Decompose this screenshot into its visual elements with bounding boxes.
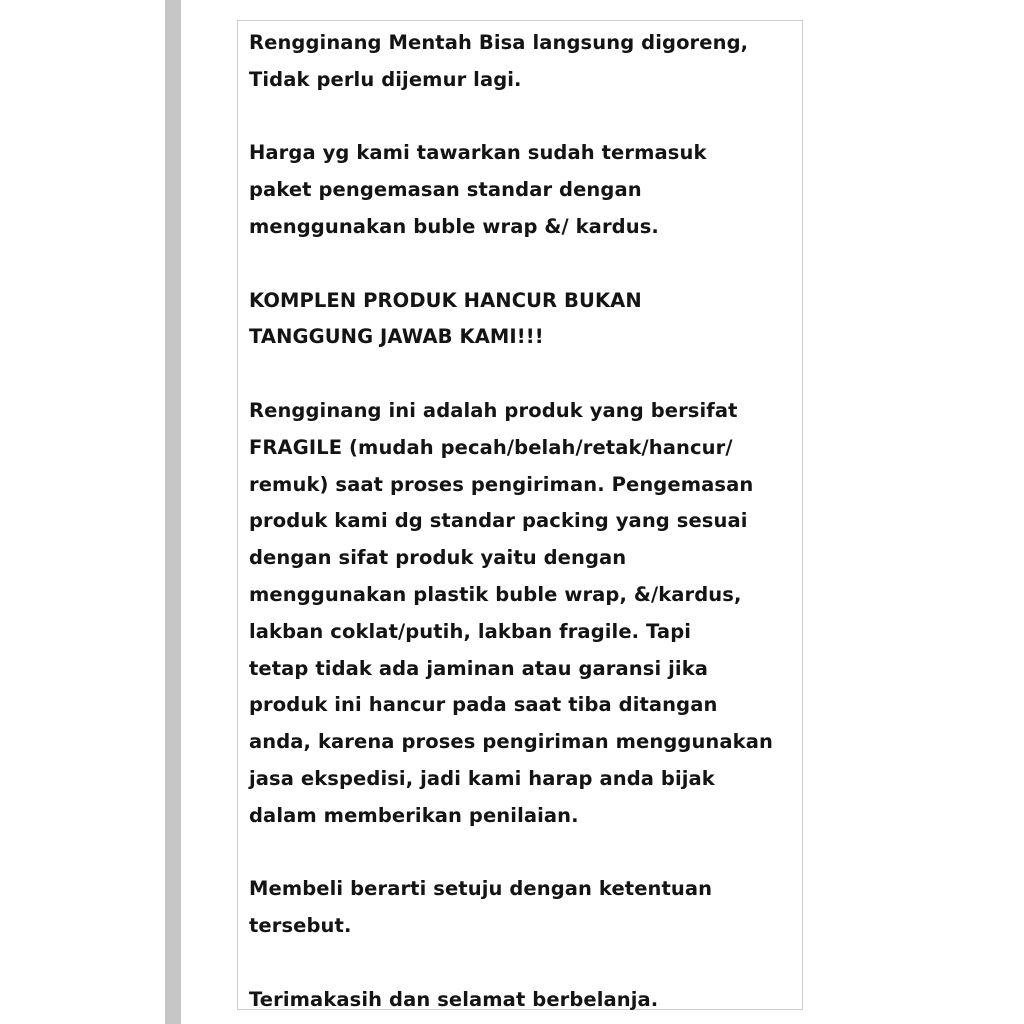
paragraph-gap	[249, 356, 797, 393]
paragraph-gap	[249, 945, 797, 982]
notice-line: jasa ekspedisi, jadi kami harap anda bijak	[249, 766, 715, 790]
notice-line: tersebut.	[249, 914, 352, 938]
notice-closing-line: Terimakasih dan selamat berbelanja.	[249, 987, 659, 1011]
notice-line: Harga yg kami tawarkan sudah termasuk	[249, 141, 707, 165]
notice-line: Rengginang ini adalah produk yang bersifat	[249, 398, 738, 422]
notice-line: FRAGILE (mudah pecah/belah/retak/hancur/	[249, 435, 733, 459]
notice-warning-line: TANGGUNG JAWAB KAMI!!!	[249, 325, 544, 349]
notice-line: produk kami dg standar packing yang sesuai	[249, 509, 748, 533]
notice-line: Rengginang Mentah Bisa langsung digoreng,	[249, 31, 749, 54]
paragraph-gap	[249, 246, 797, 283]
notice-line: lakban coklat/putih, lakban fragile. Tapi	[249, 619, 692, 643]
paragraph-gap	[249, 835, 797, 872]
notice-line: menggunakan buble wrap &/ kardus.	[249, 214, 659, 238]
notice-line: anda, karena proses pengiriman menggunakan	[249, 730, 773, 754]
notice-line: menggunakan plastik buble wrap, &/kardus,	[249, 582, 742, 606]
product-notice-text	[249, 25, 797, 1019]
notice-line: Membeli berarti setuju dengan ketentuan	[249, 877, 713, 901]
notice-line: paket pengemasan standar dengan	[249, 178, 642, 202]
left-scroll-bar	[165, 0, 181, 1024]
notice-line: tetap tidak ada jaminan atau garansi jika	[249, 656, 709, 680]
product-notice-box	[237, 20, 803, 1010]
paragraph-gap	[249, 99, 797, 136]
notice-line: dengan sifat produk yaitu dengan	[249, 546, 627, 570]
notice-warning-line: KOMPLEN PRODUK HANCUR BUKAN	[249, 288, 642, 312]
notice-line: Tidak perlu dijemur lagi.	[249, 67, 522, 91]
notice-line: dalam memberikan penilaian.	[249, 803, 579, 827]
notice-line: produk ini hancur pada saat tiba ditangan	[249, 693, 718, 717]
notice-line: remuk) saat proses pengiriman. Pengemasan	[249, 472, 754, 496]
